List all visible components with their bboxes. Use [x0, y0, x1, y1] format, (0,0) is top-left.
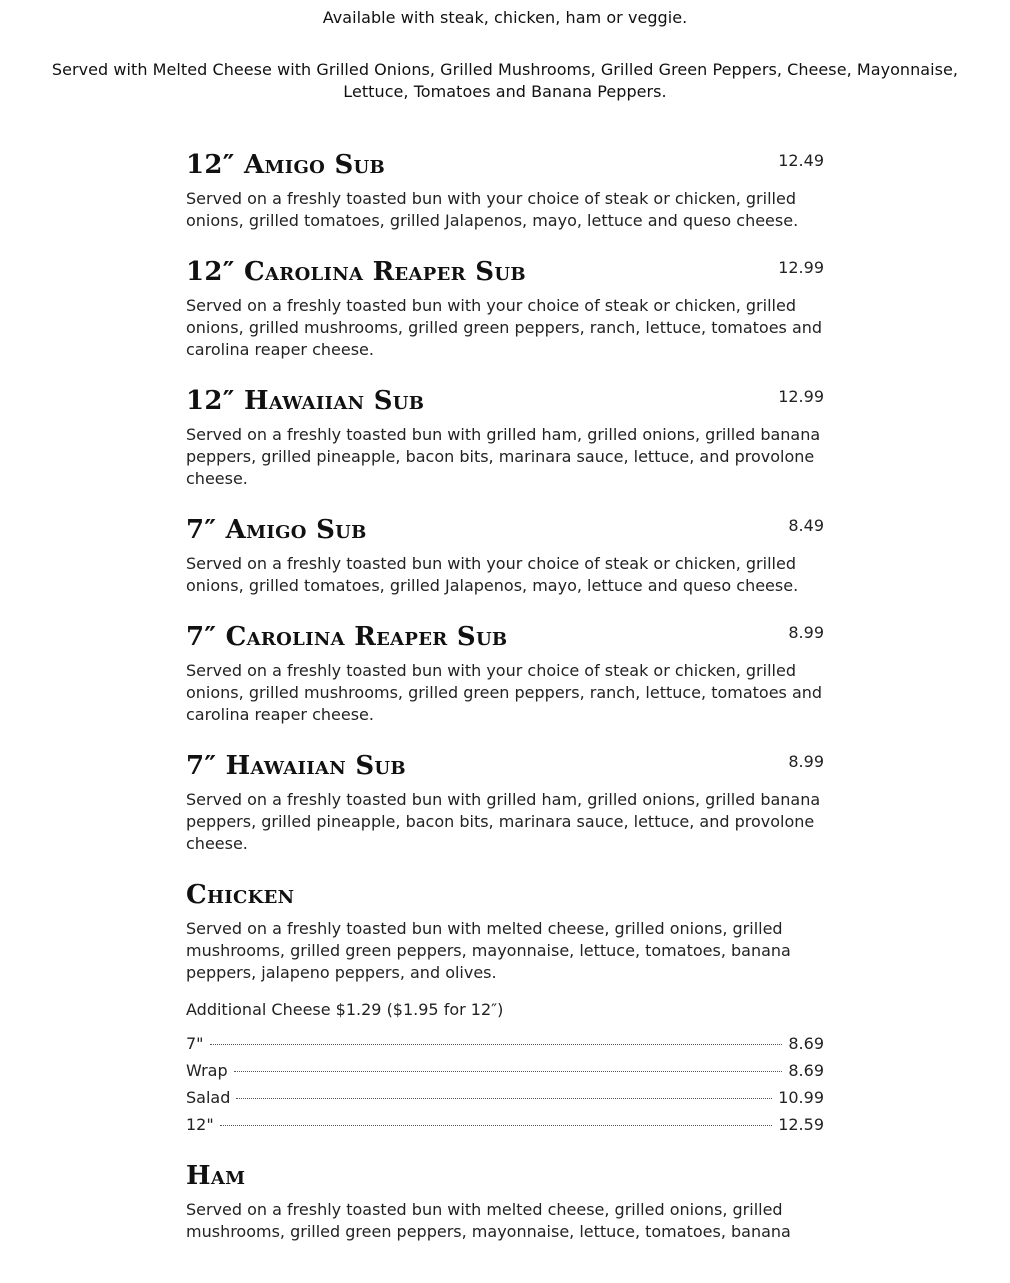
section-description: Served on a freshly toasted bun with melted cheese, grilled onions, grilled mushrooms, grilled green peppers, mayonnaise, lettuce, tomatoes, banana peppers, jalapeno peppers, and olives.	[186, 919, 791, 982]
option-price: 8.69	[788, 1061, 824, 1080]
item-price: 12.49	[778, 151, 824, 170]
item-name: 12″ Carolina Reaper Sub	[186, 257, 526, 287]
item-price: 12.99	[778, 258, 824, 277]
price-option	[186, 1114, 824, 1141]
item-description: Served on a freshly toasted bun with your choice of steak or chicken, grilled onions, grilled tomatoes, grilled Jalapenos, mayo, lettuce and queso cheese.	[186, 554, 799, 595]
item-description: Served on a freshly toasted bun with grilled ham, grilled onions, grilled banana peppers, grilled pineapple, bacon bits, marinara sauce, lettuce, and provolone cheese.	[186, 425, 821, 488]
item-description: Served on a freshly toasted bun with your choice of steak or chicken, grilled onions, grilled tomatoes, grilled Jalapenos, mayo, lettuce and queso cheese.	[186, 189, 799, 230]
item-price: 8.49	[788, 516, 824, 535]
price-option	[186, 1087, 824, 1114]
menu-item	[186, 150, 824, 232]
dot-leader	[236, 1098, 772, 1099]
item-description: Served on a freshly toasted bun with your choice of steak or chicken, grilled onions, grilled mushrooms, grilled green peppers, ranch, lettuce, tomatoes and carolina reaper cheese.	[186, 661, 823, 724]
item-description: Served on a freshly toasted bun with grilled ham, grilled onions, grilled banana peppers, grilled pineapple, bacon bits, marinara sauce, lettuce, and provolone cheese.	[186, 790, 821, 853]
availability-note: Available with steak, chicken, ham or veggie.	[322, 8, 688, 27]
item-name: 7″ Hawaiian Sub	[186, 751, 406, 781]
item-name: 12″ Hawaiian Sub	[186, 386, 425, 416]
dot-leader	[210, 1044, 783, 1045]
dot-leader	[234, 1071, 783, 1072]
menu-item	[186, 622, 824, 726]
item-name: 12″ Amigo Sub	[186, 150, 386, 180]
option-size: Wrap	[186, 1061, 228, 1080]
menu-list	[186, 150, 824, 1263]
menu-item	[186, 515, 824, 597]
option-price: 12.59	[778, 1115, 824, 1134]
served-with-note: Served with Melted Cheese with Grilled Onions, Grilled Mushrooms, Grilled Green Peppers, Cheese, Mayonnaise, Lettuce, Tomatoes and Banana Peppers.	[51, 60, 959, 101]
price-option	[186, 1060, 824, 1087]
section-title: Ham	[186, 1161, 246, 1191]
item-name: 7″ Carolina Reaper Sub	[186, 622, 508, 652]
dot-leader	[220, 1125, 772, 1126]
item-price: 8.99	[788, 752, 824, 771]
menu-item	[186, 386, 824, 490]
option-size: 12"	[186, 1115, 214, 1134]
item-name: 7″ Amigo Sub	[186, 515, 367, 545]
option-size: 7"	[186, 1034, 204, 1053]
price-option	[186, 1033, 824, 1060]
menu-item	[186, 257, 824, 361]
section-title: Chicken	[186, 880, 295, 910]
item-description: Served on a freshly toasted bun with your choice of steak or chicken, grilled onions, grilled mushrooms, grilled green peppers, ranch, lettuce, tomatoes and carolina reaper cheese.	[186, 296, 823, 359]
section-description: Served on a freshly toasted bun with melted cheese, grilled onions, grilled mushrooms, grilled green peppers, mayonnaise, lettuce, tomatoes, banana	[186, 1200, 791, 1241]
option-size: Salad	[186, 1088, 231, 1107]
additional-cheese-note: Additional Cheese $1.29 ($1.95 for 12″)	[186, 1000, 504, 1019]
option-price: 10.99	[778, 1088, 824, 1107]
option-price: 8.69	[788, 1034, 824, 1053]
menu-item	[186, 751, 824, 855]
ham-section	[186, 1161, 824, 1243]
chicken-section	[186, 880, 824, 1141]
item-price: 8.99	[788, 623, 824, 642]
item-price: 12.99	[778, 387, 824, 406]
